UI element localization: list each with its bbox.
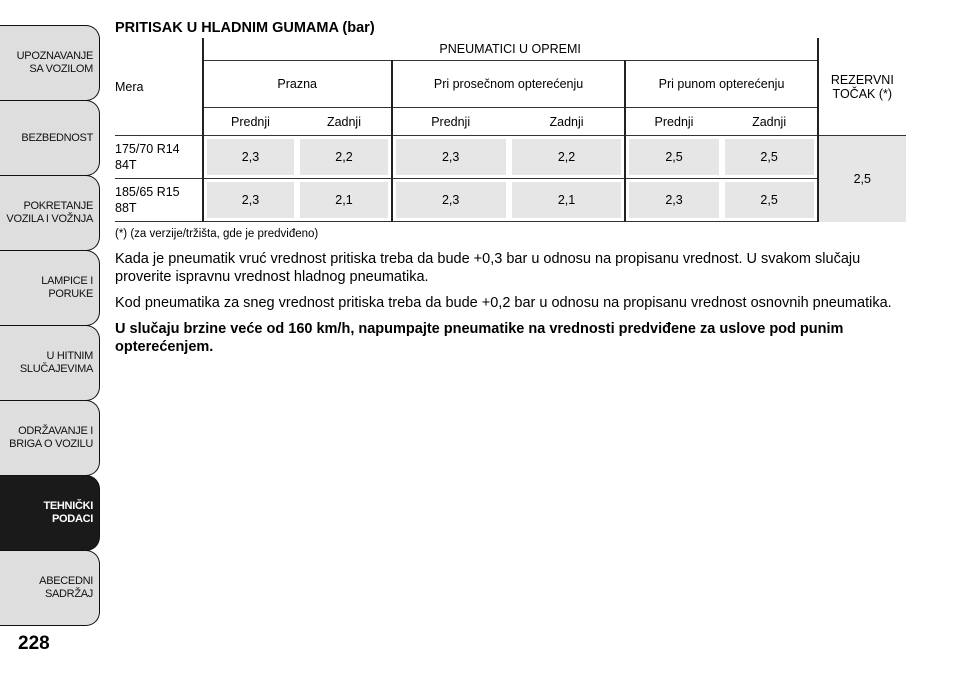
table-footnote: (*) (za verzije/tržišta, gde je predviđeno) — [115, 228, 319, 240]
equipment-group-header — [203, 38, 818, 61]
tab-label: TEHNIČKI PODACI — [43, 500, 93, 525]
load-label: Pri punom opterećenju — [658, 77, 785, 91]
load-header-average — [392, 61, 626, 108]
load-label: Pri prosečnom opterećenju — [433, 77, 584, 91]
tire-size-line: 88T — [115, 201, 137, 215]
paragraph-snow-tire: Kod pneumatika za sneg vrednost pritiska treba da bude +0,2 bar u odnosu na propisanu vrednost osnovnih pneumatika. — [115, 295, 892, 311]
tab-lampice-i-poruke[interactable] — [0, 250, 100, 326]
tab-pokretanje-vozila[interactable] — [0, 175, 100, 251]
axle-header — [297, 108, 391, 136]
tab-label: BEZBEDNOST — [21, 131, 93, 144]
paragraph-hot-tire: Kada je pneumatik vruć vrednost pritiska treba da bude +0,3 bar u odnosu na propisanu vrednost. U svakom slučaju proverite ispravnu vrednost hladnog pneumatika. — [115, 251, 861, 285]
pressure-cell — [625, 136, 721, 179]
pressure-value: 2,3 — [396, 182, 506, 218]
axle-header — [722, 108, 818, 136]
tire-size-line: 84T — [115, 158, 137, 172]
tab-abecedni-sadrzaj[interactable] — [0, 550, 100, 626]
pressure-value: 2,5 — [725, 182, 814, 218]
tab-odrzavanje[interactable] — [0, 400, 100, 476]
tire-size — [115, 136, 203, 179]
mera-label: Mera — [115, 79, 144, 94]
pressure-cell — [625, 179, 721, 222]
pressure-value: 2,5 — [725, 139, 814, 175]
pressure-value: 2,5 — [629, 139, 718, 175]
tab-label: POKRETANJE VOZILA I VOŽNJA — [6, 200, 93, 225]
pressure-cell — [722, 136, 818, 179]
main-content — [115, 20, 915, 364]
mera-header — [115, 38, 203, 136]
tab-label: U HITNIM SLUČAJEVIMA — [19, 350, 93, 375]
axle-label: Prednji — [654, 114, 694, 129]
tab-upoznavanje-sa-vozilom[interactable] — [0, 25, 100, 101]
reserve-value: 2,5 — [818, 136, 906, 222]
axle-header — [392, 108, 509, 136]
pressure-value: 2,1 — [512, 182, 622, 218]
pressure-cell — [509, 179, 626, 222]
title-text: PRITISAK U HLADNIM GUMAMA — [115, 20, 339, 36]
pressure-cell — [297, 179, 391, 222]
axle-header — [509, 108, 626, 136]
axle-label: Zadnji — [549, 114, 584, 129]
reserve-header — [818, 38, 906, 136]
pressure-value: 2,3 — [396, 139, 506, 175]
pressure-value: 2,3 — [207, 139, 295, 175]
group-label: PNEUMATICI U OPREMI — [439, 42, 581, 56]
pressure-value: 2,1 — [300, 182, 387, 218]
load-header-empty — [203, 61, 392, 108]
reserve-label: REZERVNI TOČAK — [830, 72, 894, 101]
pressure-value: 2,3 — [629, 182, 718, 218]
tire-size — [115, 179, 203, 222]
axle-label: Zadnji — [752, 114, 787, 129]
page-number: 228 — [18, 633, 50, 654]
pressure-cell — [392, 179, 509, 222]
pressure-value: 2,2 — [512, 139, 622, 175]
tire-size-line: 185/65 R15 — [115, 185, 180, 199]
table-row — [115, 136, 906, 179]
axle-header — [625, 108, 721, 136]
tab-label: UPOZNAVANJE SA VOZILOM — [16, 50, 93, 75]
load-label: Prazna — [277, 77, 317, 91]
paragraph-speed-warning: U slučaju brzine veće od 160 km/h, napumpajte pneumatike na vrednosti predviđene za uslove pod punim opterećenjem. — [115, 321, 844, 355]
axle-label: Prednji — [231, 114, 270, 129]
tab-bezbednost[interactable] — [0, 100, 100, 176]
axle-label: Zadnji — [326, 114, 361, 129]
chapter-sidebar — [0, 0, 100, 678]
reserve-suffix: (*) — [878, 86, 893, 101]
tire-size-line: 175/70 R14 — [115, 142, 180, 156]
pressure-cell — [392, 136, 509, 179]
tab-label: LAMPICE I PORUKE — [41, 275, 93, 300]
tab-label: ODRŽAVANJE I BRIGA O VOZILU — [9, 425, 93, 450]
table-row — [115, 179, 906, 222]
title-unit: (bar) — [342, 20, 375, 36]
axle-label: Prednji — [431, 114, 471, 129]
pressure-cell — [722, 179, 818, 222]
pressure-value: 2,2 — [300, 139, 387, 175]
section-title — [115, 20, 915, 36]
pressure-value: 2,3 — [207, 182, 295, 218]
tab-tehnicki-podaci[interactable] — [0, 475, 100, 551]
tab-label: ABECEDNI SADRŽAJ — [39, 575, 93, 600]
axle-header — [203, 108, 298, 136]
pressure-cell — [203, 179, 298, 222]
pressure-cell — [509, 136, 626, 179]
pressure-cell — [203, 136, 298, 179]
tire-pressure-table — [115, 38, 906, 222]
load-header-full — [625, 61, 817, 108]
pressure-cell — [297, 136, 391, 179]
tab-u-hitnim-slucajevima[interactable] — [0, 325, 100, 401]
